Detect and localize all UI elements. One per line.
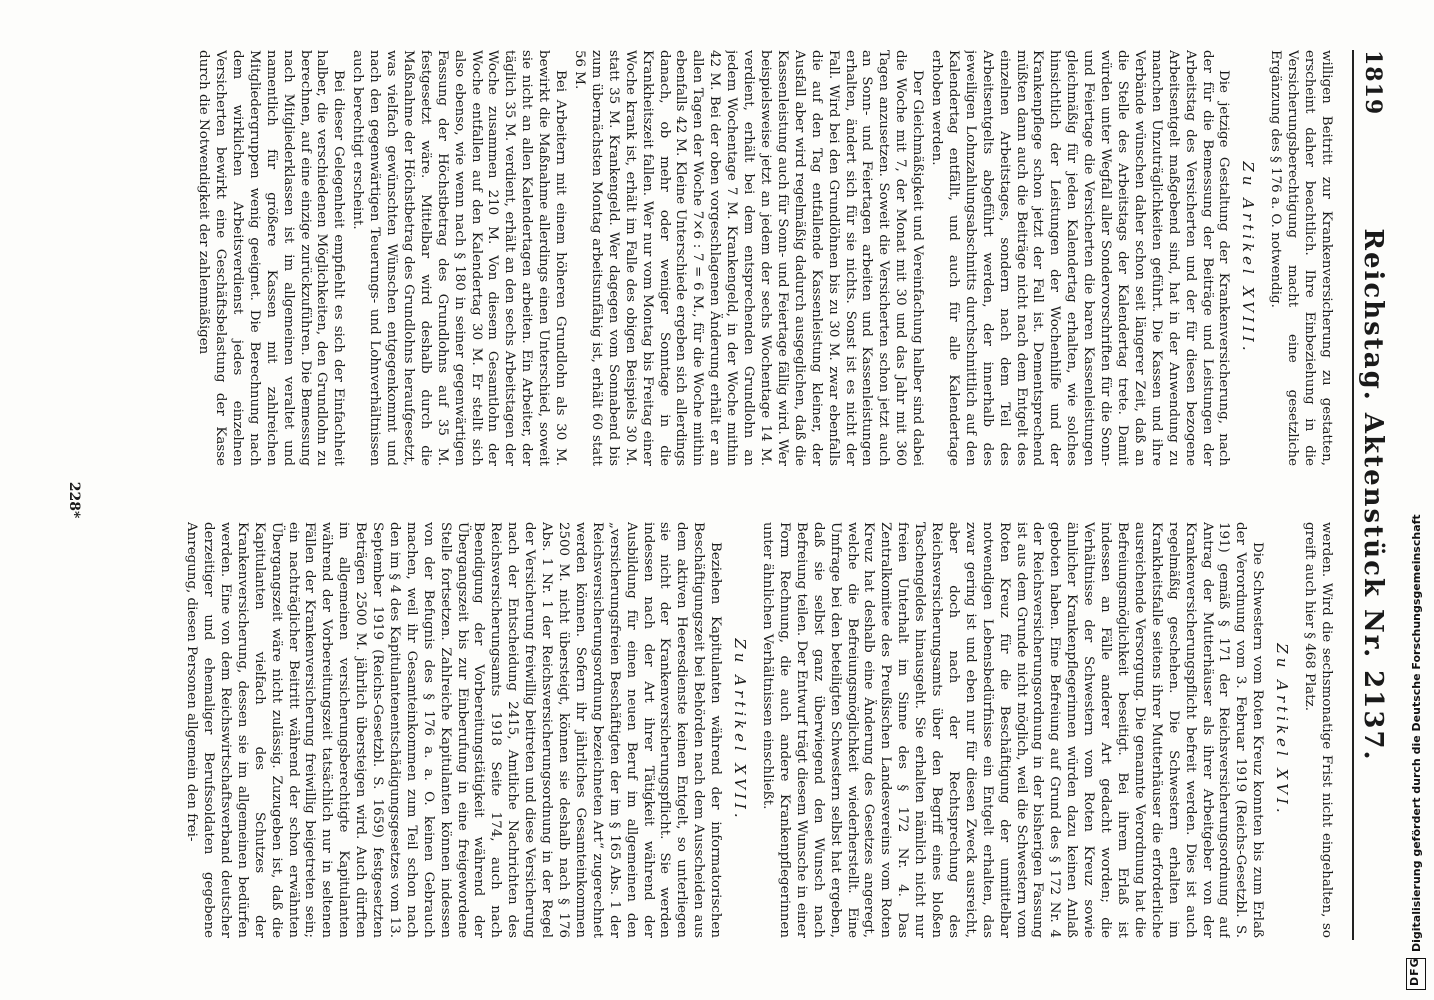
right-column — [104, 522, 1334, 938]
dfg-logo-icon: DFG — [1406, 958, 1426, 990]
paragraph: Beziehen Kapitulanten während der informatorischen Beschäftigungszeit bei Behörden nach dem Ausscheiden aus dem aktiven Heeresdienste keinen Entgelt, so unterliegen sie nicht der Krankenversicherungspflicht. Sie werden indessen nach der Art ihrer Tätigkeit während der Ausbildung für einen neuen Beruf im allgemeinen den „versicherungsfreien Beschäftigten der im § 165 Abs. 1 der Reichsversicherungsordnung bezeichneten Art“ zugerechnet werden können. Sofern ihr jährliches Gesamteinkommen 2500 M. nicht übersteigt, können sie deshalb nach § 176 Abs. 1 Nr. 1 der Reichsversicherungsordnung in der Regel der Versicherung freiwillig beitreten und diese Versicherung nach der Entscheidung 2415, Amtliche Nachrichten des Reichsversicherungsamts 1918 Seite 174, auch nach Beendigung der Vorbereitungstätigkeit während der Übergangszeit bis zur Einberufung in eine freigewordene Stelle fortsetzen. Zahlreiche Kapitulanten können indessen von der Befugnis des § 176 a. a. O. keinen Gebrauch machen, weil ihr Gesamteinkommen zum Teil schon nach den im § 4 des Kapitulantenentschädigungsgesetzes vom 13. September 1919 (Reichs-Gesetzbl. S. 1659) festgesetzten Beträgen 2500 M. jährlich übersteigen wird. Auch dürften im allgemeinen versicherungsberechtigte Kapitulanten während der Vorbereitungszeit tatsächlich nur in seltenen Fällen der Krankenversicherung freiwillig beigetreten sein; ein nachträglicher Beitritt während der schon erwähnten Übergangszeit wäre nicht zulässig. Zuzugeben ist, daß die Kapitulanten vielfach des Schutzes der Krankenversicherung, dessen sie im allgemeinen bedürfen werden. Eine von dem Reichswirtschaftsverband deutscher derzeitiger und ehemaliger Berufssoldaten gegebene Anregung, diesen Personen allgemein den frei- — [184, 522, 724, 938]
paragraph: Bei dieser Gelegenheit empfiehlt es sich der Einfachheit halber, die verschiedenen Möglichkeiten, den Grundlohn zu berechnen, auf eine einzige zurückzuführen. Die Bemessung nach Mitgliederklassen ist im allgemeinen veraltet und namentlich für größere Kassen mit zahlreichen Mitgliedergruppen wenig geeignet. Die Berechnung nach dem wirklichen Arbeitsverdienst jedes einzelnen Versicherten bewirkt eine Geschäftsbelastung der Kasse durch die Notwendigkeit der zahlenmäßigen — [196, 50, 347, 466]
section-heading: Zu Artikel XVII. — [731, 638, 750, 822]
paragraph: willigen Beitritt zur Krankenversicherung zu gestatten, erscheint daher beachtlich. Ihre Einbeziehung in die Versicherungsberechtigung macht eine gesetzliche Ergänzung des § 176 a. O. notwendig. — [1268, 50, 1334, 466]
paragraph: Die Schwestern vom Roten Kreuz konnten bis zum Erlaß der Verordnung vom 3. Februar 1919 (Reichs-Gesetzbl. S. 191) gemäß § 171 der Reichsversicherungsordnung auf Antrag der Mutterhäuser als ihrer Arbeitgeber von der Krankenversicherungspflicht befreit werden. Dies ist auch regelmäßig geschehen. Die Schwestern erhalten im Krankheitsfalle seitens ihrer Mutterhäuser die erforderliche ausreichende Versorgung. Die genannte Verordnung hat die Befreiungsmöglichkeit beseitigt. Bei ihrem Erlaß ist indessen an Fälle anderer Art gedacht worden; die Verhältnisse der Schwestern vom Roten Kreuz sowie ähnlicher Krankenpflegerinnen würden dazu keinen Anlaß geboten haben. Eine Befreiung auf Grund des § 172 Nr. 4 der Reichsversicherungsordnung in der bisherigen Fassung ist aus dem Grunde nicht möglich, weil die Schwestern vom Roten Kreuz für die Beschäftigung der unmittelbar notwendigen Lebensbedürfnisse ein Entgelt erhalten, das zwar gering ist und eben nur für diesen Zweck ausreicht, aber doch nach der Rechtsprechung des Reichsversicherungsamts über den Begriff eines bloßen Taschengeldes hinausgeht. Sie erhalten nämlich nicht nur freien Unterhalt im Sinne des § 172 Nr. 4. Das Zentralkomitee des Preußischen Landesvereins vom Roten Kreuz hat deshalb eine Änderung des Gesetzes angeregt, welche die Befreiungsmöglichkeit wiederherstellt. Eine Umfrage bei den beteiligten Schwestern selbst hat ergeben, daß sie selbst ganz überwiegend den Wunsch nach Befreiung teilen. Der Entwurf trägt diesem Wunsche in einer Form Rechnung, die auch andere Krankenpflegerinnen unter ähnlichen Verhältnissen einschließt. — [760, 522, 1266, 938]
paragraph: werden. Wird die sechsmonatige Frist nicht eingehalten, so greift auch hier § 468 Platz. — [1302, 522, 1334, 938]
digitization-credit — [1406, 514, 1426, 990]
left-column — [104, 50, 1334, 466]
sheet-signature: 228* — [66, 481, 82, 519]
paragraph: Bei Arbeitern mit einem höheren Grundlohn als 30 M. bewirkt die Maßnahme allerdings einen Unterschied, soweit sie nicht an allen Kalendertagen arbeiten. Ein Arbeiter, der täglich 35 M. verdient, erhält an den sechs Arbeitstagen der Woche zusammen 210 M. Von diesem Gesamtlohn der Woche entfallen auf den Kalendertag 30 M. Er stellt sich also ebenso, wie wenn nach § 180 in seiner gegenwärtigen Fassung der Höchstbetrag des Grundlohns auf 35 M. festgesetzt wäre. Mittelbar wird deshalb durch die Maßnahme der Höchstbetrag des Grundlohns heraufgesetzt, was vielfach gewünschten Wünschen entgegenkommt und nach den gegenwärtigen Teuerungs- und Lohnverhältnissen auch berechtigt erscheint. — [350, 50, 569, 466]
page-number: 1819 — [1360, 50, 1386, 116]
paragraph: Die jetzige Gestaltung der Krankenversicherung, nach der für die Bemessung der Beiträge und Leistungen der Arbeitstag des Versicherten und der für diesen bezogene Arbeitsentgelt maßgebend sind, hat in der Anwendung zu manchen Unzuträglichkeiten geführt. Die Kassen und ihre Verbände wünschen daher schon seit längerer Zeit, daß an die Stelle des Arbeitstags der Kalendertag trete. Damit würden unter Wegfall aller Sondervorschriften für die Sonn- und Feiertage die Versicherten die baren Kassenleistungen gleichmäßig für jeden Kalendertag erhalten, wie solches hinsichtlich der Leistungen der Wochenhilfe und der Krankenpflege schon jetzt der Fall ist. Dementsprechend müßten dann auch die Beiträge nicht nach dem Entgelt des einzelnen Arbeitstages, sondern nach dem Teil des Arbeitsentgelts abgeführt werden, der innerhalb des jeweiligen Lohnzahlungsabschnitts durchschnittlich auf den Kalendertag entfällt, und auch für alle Kalendertage erhoben werden. — [929, 50, 1232, 466]
section-heading: Zu Artikel XVI. — [1273, 643, 1292, 817]
section-heading: Zu Artikel XVIII. — [1239, 161, 1258, 355]
page-title: Reichstag. Aktenstück Nr. 2137. — [1358, 228, 1388, 762]
page-header — [1352, 50, 1390, 940]
paragraph: Der Gleichmäßigkeit und Vereinfachung halber sind dabei die Woche mit 7, der Monat mit 30 und das Jahr mit 360 Tagen anzusetzen. Soweit die Versicherten schon jetzt auch an Sonn- und Feiertagen arbeiten und Kassenleistungen erhalten, ändert sich für sie nichts. Sonst ist es nicht der Fall. Wird bei den Grundlöhnen bis zu 30 M. zwar ebenfalls die auf den Tag entfallende Kassenleistung kleiner, der Ausfall aber wird regelmäßig dadurch ausgeglichen, daß die Kassenleistung auch für Sonn- und Feiertage fällig wird. Wer beispielsweise jetzt an jedem der sechs Wochentage 14 M. verdient, erhält bei dem entsprechenden Grundlohn an jedem Wochentage 7 M. Krankengeld, in der Woche mithin 42 M. Bei der oben vorgeschlagenen Änderung erhält er an allen Tagen der Woche 7×6 : 7 = 6 M., für die Woche mithin ebenfalls 42 M. Kleine Unterschiede ergeben sich allerdings danach, ob mehr oder weniger Sonntage in die Krankheitszeit fallen. Wer nur vom Montag bis Freitag einer Woche krank ist, erhält im Falle des obigen Beispiels 30 M. statt 35 M. Krankengeld. Wer dagegen vom Sonnabend bis zum übernächsten Montag arbeitsunfähig ist, erhält 60 statt 56 M. — [572, 50, 926, 466]
credit-text: Digitalisierung gefördert durch die Deutsche Forschungsgemeinschaft — [1409, 514, 1423, 952]
